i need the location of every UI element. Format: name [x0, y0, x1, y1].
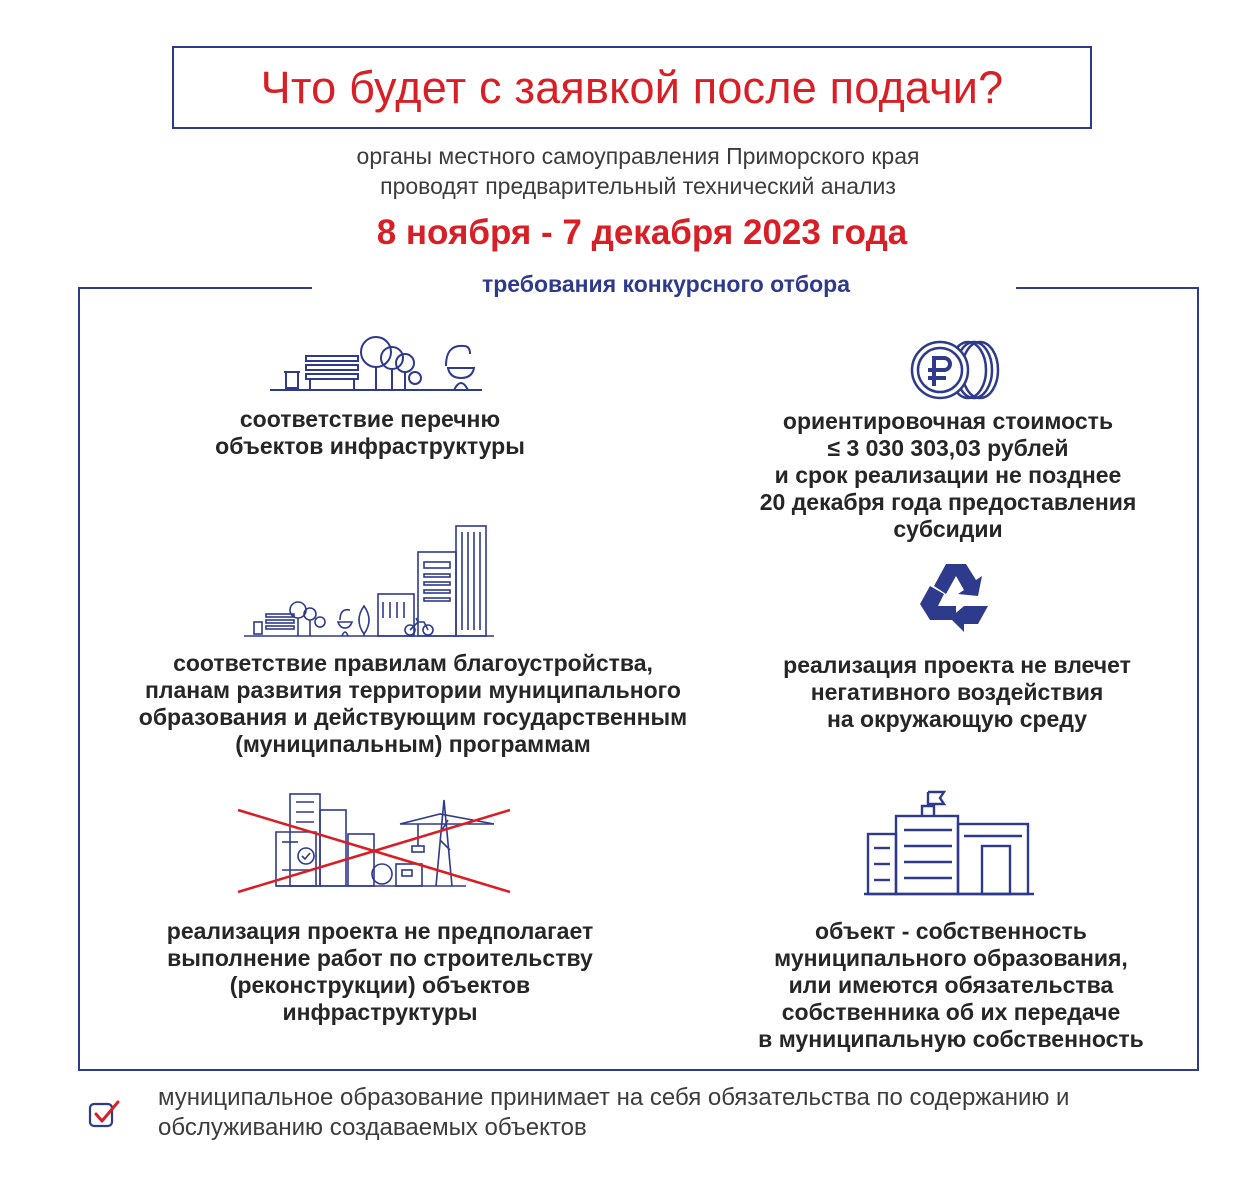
requirement-line: ориентировочная стоимость — [782, 408, 1114, 434]
requirement-line: муниципального образования, — [774, 945, 1128, 971]
requirement-line: реализация проекта не предполагает — [166, 918, 594, 944]
requirement-line: или имеются обязательства — [788, 972, 1114, 998]
requirement-line: объектов инфраструктуры — [215, 433, 525, 459]
requirement-text — [88, 650, 738, 758]
requirement-text — [718, 408, 1178, 543]
page-title: Что будет с заявкой после подачи? — [260, 61, 1004, 113]
recycle-icon — [916, 560, 996, 636]
requirement-line: образования и действующим государственным — [138, 704, 688, 730]
requirement-text — [716, 918, 1186, 1053]
requirement-line: планам развития территории муниципального — [145, 677, 681, 703]
dates-heading: 8 ноября - 7 декабря 2023 года — [376, 213, 908, 252]
requirement-line: собственника об их передаче — [781, 999, 1121, 1025]
requirement-text — [104, 918, 656, 1026]
subtitle-line: органы местного самоуправления Приморского края — [356, 143, 920, 169]
subtitle — [200, 141, 1076, 201]
park-infrastructure-icon — [268, 330, 484, 394]
requirement-line: (муниципальным) программам — [235, 731, 591, 757]
note-line: обслуживанию создаваемых объектов — [158, 1114, 587, 1141]
frame-top-left-line — [78, 287, 312, 289]
requirement-line: в муниципальную собственность — [758, 1026, 1144, 1052]
requirements-title: требования конкурсного отбора — [481, 271, 850, 297]
requirement-line: объект - собственность — [815, 918, 1087, 944]
requirement-text — [150, 406, 590, 460]
note-line: муниципальное образование принимает на себя обязательства по содержанию и — [158, 1084, 1070, 1111]
requirement-line: соответствие правилам благоустройства, — [173, 650, 653, 676]
requirement-line: субсидии — [893, 516, 1003, 542]
city-landscape-icon — [242, 522, 496, 640]
requirement-line: негативного воздействия — [810, 679, 1104, 705]
checkbox-check-icon — [88, 1099, 122, 1129]
requirement-line: на окружающую среду — [826, 706, 1087, 732]
no-construction-icon — [236, 790, 512, 896]
requirement-line: и срок реализации не позднее — [774, 462, 1122, 488]
ruble-coins-icon — [910, 336, 1002, 402]
requirement-line: соответствие перечню — [239, 406, 501, 432]
frame-top-right-line — [1016, 287, 1199, 289]
title-box — [172, 46, 1092, 129]
requirement-line: выполнение работ по строительству — [167, 945, 593, 971]
subtitle-line: проводят предварительный технический анализ — [380, 173, 896, 199]
requirement-text — [722, 652, 1192, 733]
municipal-building-icon — [862, 790, 1036, 898]
requirement-line: 20 декабря года предоставления — [759, 489, 1137, 515]
requirement-line: (реконструкции) объектов — [229, 972, 531, 998]
requirement-line: реализация проекта не влечет — [783, 652, 1131, 678]
bottom-note — [158, 1083, 1218, 1143]
requirement-line: инфраструктуры — [282, 999, 478, 1025]
requirement-line: ≤ 3 030 303,03 рублей — [827, 435, 1069, 461]
